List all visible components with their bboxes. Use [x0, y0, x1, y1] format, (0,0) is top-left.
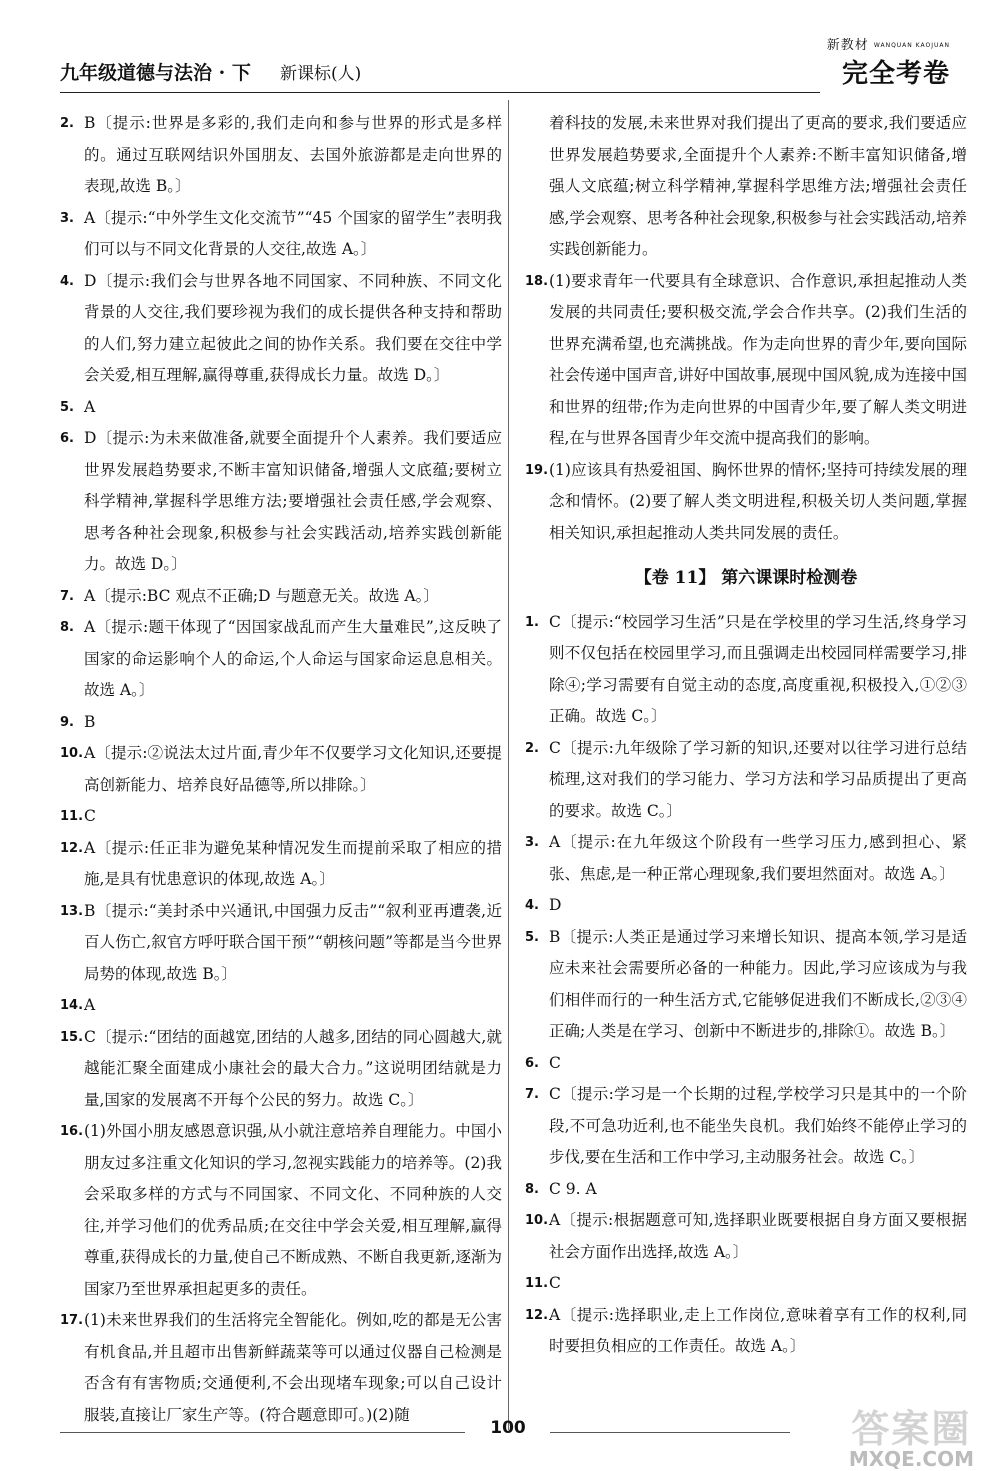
answer-number: 10.: [60, 746, 84, 761]
answer-number: 13.: [60, 903, 84, 919]
answer-list-a: [525, 266, 967, 550]
answer-list-b: [525, 607, 967, 1363]
footer-rule-left: [60, 1432, 465, 1433]
page-header: [60, 38, 950, 92]
answer-item: [60, 896, 502, 991]
section-title: 【卷 11】 第六课课时检测卷: [634, 568, 858, 588]
answer-text: B: [84, 712, 96, 731]
answer-item: [525, 1268, 967, 1300]
left-column: [60, 108, 502, 1431]
watermark-logo: [849, 1398, 974, 1471]
answer-text: D: [549, 896, 562, 914]
answer-item: [60, 108, 502, 203]
answer-text: D〔提示:为未来做准备,就要全面提升个人素养。我们要适应世界发展趋势要求,不断丰富知识储备,增强人文底蕴;要树立科学精神,掌握科学思维方法;要增强社会责任感,学会观察、思考各种社会现象,积极参与社会实践活动,培养实践创新能力。故选 D。〕: [84, 429, 502, 573]
answer-item: [525, 890, 967, 922]
answer-number: 1.: [525, 614, 539, 630]
brand-subtitle: 新教材: [826, 38, 869, 53]
answer-item: [60, 1116, 502, 1305]
answer-item: [525, 455, 967, 550]
answer-number: 4.: [60, 273, 74, 289]
answer-number: 11.: [525, 1276, 549, 1291]
page-footer: [60, 1418, 950, 1448]
answer-text: A: [84, 996, 96, 1014]
answer-item: [60, 990, 502, 1022]
answer-number: 11.: [60, 809, 84, 824]
continued-answer: 着科技的发展,未来世界对我们提出了更高的要求,我们要适应世界发展趋势要求,全面提升个人素养:不断丰富知识储备,增强人文底蕴;树立科学精神,掌握科学思维方法;增强社会责任感,学会观察、思考各种社会现象,积极参与社会实践活动,培养实践创新能力。: [549, 114, 967, 258]
answer-text: C 9. A: [549, 1179, 597, 1198]
answer-text: A〔提示:②说法太过片面,青少年不仅要学习文化知识,还要提高创新能力、培养良好品德等,所以排除。〕: [84, 744, 502, 794]
answer-item: [525, 827, 967, 890]
answer-number: 6.: [60, 431, 74, 446]
answer-text: A〔提示:BC 观点不正确;D 与题意无关。故选 A。〕: [84, 586, 439, 605]
answer-number: 16.: [60, 1124, 84, 1139]
answer-item: [525, 733, 967, 828]
footer-rule-right: [550, 1432, 790, 1433]
answer-item: [525, 1300, 967, 1363]
answer-item: [60, 1022, 502, 1117]
answer-item: [60, 833, 502, 896]
watermark-text: 答案圈: [851, 1407, 972, 1451]
answer-item: [525, 1079, 967, 1174]
answer-number: 5.: [60, 399, 74, 415]
answer-number: 18.: [525, 273, 549, 289]
answer-item: [60, 203, 502, 266]
answer-number: 19.: [525, 462, 549, 478]
book-title: 九年级道德与法治 · 下: [60, 62, 251, 84]
answer-number: 15.: [60, 1029, 84, 1045]
page-number: 100: [490, 1418, 526, 1438]
brand-title: 完全考卷: [841, 59, 950, 89]
answer-item: [525, 922, 967, 1048]
answer-number: 14.: [60, 998, 84, 1013]
answer-text: A〔提示:根据题意可知,选择职业既要根据自身方面又要根据社会方面作出选择,故选 A。〕: [549, 1211, 967, 1261]
answer-text: (1)未来世界我们的生活将完全智能化。例如,吃的都是无公害有机食品,并且超市出售新鲜蔬菜等可以通过仪器自己检测是否含有有害物质;交通便利,不会出现堵车现象;可以自己设计服装,直接让厂家生产等。(符合题意即可。)(2)随: [84, 1311, 502, 1424]
answer-number: 3.: [60, 210, 74, 226]
answer-item: [525, 1205, 967, 1268]
answer-text: B〔提示:世界是多彩的,我们走向和参与世界的形式是多样的。通过互联网结识外国朋友、去国外旅游都是走向世界的表现,故选 B。〕: [84, 114, 502, 195]
answer-number: 9.: [60, 714, 74, 730]
answer-item: [60, 1305, 502, 1431]
answer-text: A〔提示:任正非为避免某种情况发生而提前采取了相应的措施,是具有忧患意识的体现,故选 A。〕: [84, 838, 502, 888]
answer-item: [525, 607, 967, 733]
answer-item: [60, 738, 502, 801]
answer-item: [60, 707, 502, 739]
brand-english: WANQUAN KAOJUAN: [873, 42, 950, 49]
answer-number: 2.: [60, 116, 74, 131]
answer-text: C〔提示:“团结的面越宽,团结的人越多,团结的同心圆越大,就越能汇聚全面建成小康社会的最大合力。”这说明团结就是力量,国家的发展离不开每个公民的努力。故选 C。〕: [84, 1027, 502, 1109]
answer-text: C: [549, 1053, 561, 1072]
answer-text: (1)应该具有热爱祖国、胸怀世界的情怀;坚持可持续发展的理念和情怀。(2)要了解人类文明进程,积极关切人类问题,掌握相关知识,承担起推动人类共同发展的责任。: [549, 460, 967, 542]
answer-number: 12.: [525, 1307, 549, 1323]
answer-text: A: [84, 397, 96, 416]
answer-text: A〔提示:选择职业,走上工作岗位,意味着享有工作的权利,同时要担负相应的工作责任。故选 A。〕: [549, 1305, 967, 1355]
answer-item: [60, 801, 502, 833]
answer-number: 4.: [525, 898, 539, 913]
right-column: [525, 108, 967, 1363]
answer-item: [60, 581, 502, 613]
header-rule: [60, 92, 820, 93]
answer-text: C〔提示:九年级除了学习新的知识,还要对以往学习进行总结梳理,这对我们的学习能力、学习方法和学习品质提出了更高的要求。故选 C。〕: [549, 738, 967, 820]
answer-item: [60, 392, 502, 424]
answer-text: A〔提示:题干体现了“因国家战乱而产生大量难民”,这反映了国家的命运影响个人的命运,个人命运与国家命运息息相关。故选 A。〕: [84, 618, 502, 699]
answer-text: (1)要求青年一代要具有全球意识、合作意识,承担起推动人类发展的共同责任;要积极交流,学会合作共享。(2)我们生活的世界充满希望,也充满挑战。作为走向世界的青少年,要向国际社会传递中国声音,讲好中国故事,展现中国风貌,成为连接中国和世界的纽带;作为走向世界的中国青少年,要了解人类文明进程,在与世界各国青少年交流中提高我们的影响。: [549, 271, 967, 447]
answer-text: C: [549, 1274, 561, 1292]
answer-number: 5.: [525, 929, 539, 945]
answer-number: 7.: [60, 588, 74, 604]
answer-text: B〔提示:“美封杀中兴通讯,中国强力反击”“叙利亚再遭袭,近百人伤亡,叙官方呼吁联合国干预”“朝核问题”等都是当今世界局势的体现,故选 B。〕: [84, 901, 502, 983]
answer-text: C〔提示:“校园学习生活”只是在学校里的学习生活,终身学习则不仅包括在校园里学习,而且强调走出校园同样需要学习,排除④;学习需要有自觉主动的态度,高度重视,积极投入,①②③正确。故选 C。〕: [549, 612, 967, 725]
answer-number: 8.: [525, 1181, 539, 1197]
watermark-site: MXQE.COM: [848, 1447, 974, 1471]
answer-text: A〔提示:在九年级这个阶段有一些学习压力,感到担心、紧张、焦虑,是一种正常心理现象,我们要坦然面对。故选 A。〕: [549, 833, 967, 883]
answer-text: A〔提示:“中外学生文化交流节”“45 个国家的留学生”表明我们可以与不同文化背景的人交往,故选 A。〕: [84, 208, 502, 258]
answer-number: 17.: [60, 1313, 84, 1328]
answer-number: 12.: [60, 840, 84, 856]
answer-text: C: [84, 807, 96, 825]
answer-text: D〔提示:我们会与世界各地不同国家、不同种族、不同文化背景的人交往,我们要珍视为我们的成长提供各种支持和帮助的人们,努力建立起彼此之间的协作关系。我们要在交往中学会关爱,相互理解,赢得尊重,获得成长力量。故选 D。〕: [84, 271, 502, 384]
answer-item: [525, 1048, 967, 1080]
column-divider: [508, 100, 509, 1430]
answer-number: 8.: [60, 620, 74, 635]
answer-text: C〔提示:学习是一个长期的过程,学校学习只是其中的一个阶段,不可急功近利,也不能坐失良机。我们始终不能停止学习的步伐,要在生活和工作中学习,主动服务社会。故选 C。〕: [549, 1085, 967, 1166]
answer-number: 6.: [525, 1055, 539, 1071]
answer-item: [525, 266, 967, 455]
brand-logo: [827, 34, 950, 90]
answer-text: (1)外国小朋友感恩意识强,从小就注意培养自理能力。中国小朋友过多注重文化知识的学习,忽视实践能力的培养等。(2)我会采取多样的方式与不同国家、不同文化、不同种族的人交往,并学习他们的优秀品质;在交往中学会关爱,相互理解,赢得尊重,获得成长的力量,使自己不断成熟、不断自我更新,逐渐为国家乃至世界承担起更多的责任。: [84, 1122, 502, 1298]
answer-number: 10.: [525, 1213, 549, 1228]
curriculum-standard: 新课标(人): [280, 64, 362, 84]
answer-item: [60, 266, 502, 392]
answer-number: 2.: [525, 740, 539, 756]
answer-item: [525, 1174, 967, 1206]
answer-text: B〔提示:人类正是通过学习来增长知识、提高本领,学习是适应未来社会需要所必备的一种能力。因此,学习应该成为与我们相伴而行的一种生活方式,它能够促进我们不断成长,②③④正确;人类是在学习、创新中不断进步的,排除①。故选 B。〕: [549, 927, 967, 1040]
answer-number: 7.: [525, 1087, 539, 1102]
answer-number: 3.: [525, 835, 539, 850]
answer-item: [60, 423, 502, 581]
answer-item: [60, 612, 502, 707]
